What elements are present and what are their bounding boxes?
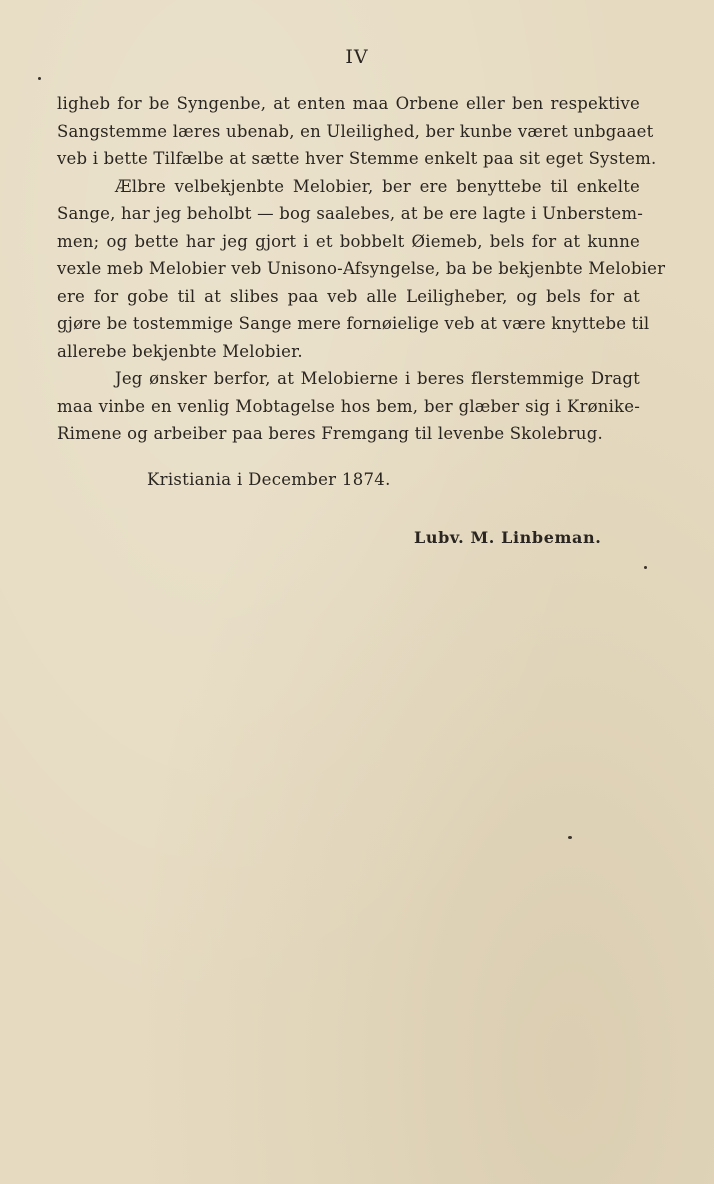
paragraph: [57, 90, 657, 173]
text-line: maa vinbe en venlig Mobtagelse hos bem, ber glæber sig i Krønike-: [57, 396, 640, 416]
text-line: Jeg ønsker berfor, at Melobierne i beres flerstemmige Dragt: [115, 369, 640, 388]
text-line: veb i bette Tilfælbe at sætte hver Stemme enkelt paa sit eget System.: [57, 149, 657, 168]
ink-speck: [568, 836, 572, 839]
text-line: men; og bette har jeg gjort i et bobbelt Øiemeb, bels for at kunne: [57, 231, 640, 251]
paragraph: [57, 173, 666, 366]
ink-speck: [644, 566, 647, 569]
text-line: allerebe bekjenbte Melobier.: [57, 341, 303, 361]
signature: Lubv. M. Linbeman.: [414, 528, 602, 547]
text-line: ligheb for be Syngenbe, at enten maa Orbene eller ben respektive: [57, 94, 640, 113]
ink-speck: [38, 77, 41, 80]
place-and-date: Kristiania i December 1874.: [147, 470, 391, 489]
text-line: Ælbre velbekjenbte Melobier, ber ere benyttebe til enkelte: [115, 176, 640, 196]
text-line: vexle meb Melobier veb Unisono-Afsyngelse, ba be bekjenbte Melobier: [57, 259, 666, 278]
text-line: gjøre be tostemmige Sange mere fornøielige veb at være knyttebe til: [57, 314, 650, 333]
body-text: [57, 90, 666, 448]
page-number: IV: [345, 46, 369, 68]
text-line: ere for gobe til at slibes paa veb alle Leiligheber, og bels for at: [57, 286, 640, 306]
text-line: Rimene og arbeiber paa beres Fremgang til levenbe Skolebrug.: [57, 424, 603, 443]
paragraph: [57, 365, 640, 448]
text-line: Sangstemme læres ubenab, en Uleilighed, ber kunbe været unbgaaet: [57, 121, 654, 141]
text-line: Sange, har jeg beholbt — bog saalebes, at be ere lagte i Unberstem-: [57, 204, 644, 223]
